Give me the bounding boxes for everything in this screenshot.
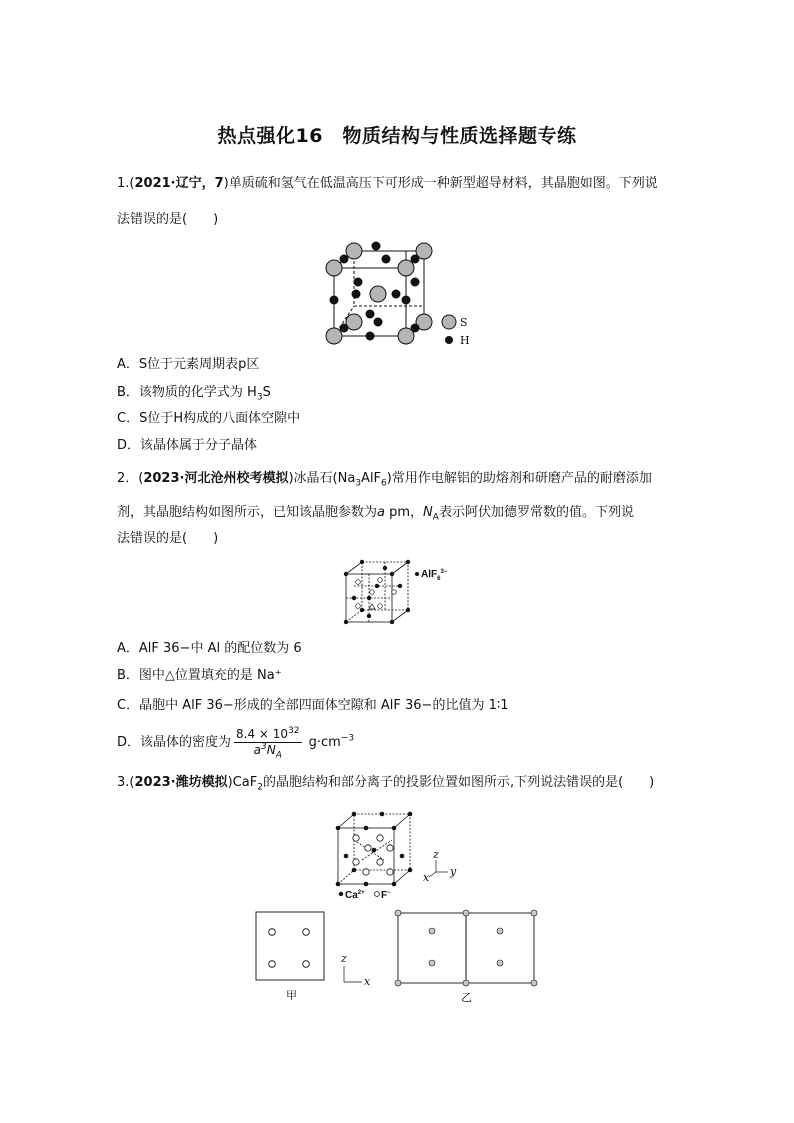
q2-crystal-cell-figure xyxy=(342,556,462,628)
q2-option-c: C．晶胞中 AlF 36−形成的全部四面体空隙和 AlF 36−的比值为 1∶1 xyxy=(117,698,509,713)
q1-option-d: D．该晶体属于分子晶体 xyxy=(117,438,258,453)
q1-legend-h: H xyxy=(460,334,470,347)
q1-stem-line2: 法错误的是( ) xyxy=(117,212,219,227)
q3-jia-axis-z: z xyxy=(341,952,347,965)
q3-projection-yi xyxy=(394,909,542,1005)
q2-option-b: B．图中△位置填充的是 Na⁺ xyxy=(117,668,282,683)
q2-stem-line3: 法错误的是( ) xyxy=(117,531,219,546)
q1-option-b: B．该物质的化学式为 $H_3S$ xyxy=(117,385,271,403)
q1-source: 2021·辽宁，7 xyxy=(134,176,224,191)
density-fraction: $\frac{8.4 \times 10^{32}}{a^3N_A}$ xyxy=(236,726,300,761)
q1-stem-line1: 1.(2021·辽宁，7)单质硫和氢气在低温高压下可形成一种新型超导材料，其晶胞如图。下列说 xyxy=(117,176,658,191)
q3-legend-ca: $Ca^{2+}$ xyxy=(345,890,365,901)
page-title: 热点强化16 物质结构与性质选择题专练 xyxy=(217,125,577,147)
q3-label-jia: 甲 xyxy=(286,989,297,1002)
q2-source: 2023·河北沧州校考模拟 xyxy=(143,471,289,486)
q3-stem: 3.(2023·潍坊模拟)CaF$_2$的晶胞结构和部分离子的投影位置如图所示,下列说法错误的是( ) xyxy=(117,775,655,793)
q3-axis3d-z: z xyxy=(433,848,439,861)
q1-option-a: A．S位于元素周期表p区 xyxy=(117,357,260,372)
q3-label-yi: 乙 xyxy=(461,991,472,1004)
q3-legend-f: F− xyxy=(381,890,391,901)
q3-axis3d-x: x xyxy=(423,871,430,884)
q1-option-c: C．S位于H构成的八面体空隙中 xyxy=(117,411,301,426)
q2-option-a: A．AlF 36−中 Al 的配位数为 6 xyxy=(117,641,302,656)
q2-stem-line1: 2．(2023·河北沧州校考模拟)冰晶石$(Na_3AlF_6)$常用作电解铝的助熔剂和研磨产品的耐磨添加 xyxy=(117,471,652,489)
q1-crystal-cell-figure xyxy=(318,238,488,350)
q3-axis3d-y: y xyxy=(450,865,457,878)
q3-source: 2023·潍坊模拟 xyxy=(134,775,228,790)
q2-stem-line2: 剂，其晶胞结构如图所示，已知该晶胞参数为a pm，$N_A$表示阿伏加德罗常数的值。下列说 xyxy=(117,505,634,523)
q3-projection-jia xyxy=(254,910,374,1004)
q2-option-d: D．该晶体的密度为 $\frac{8.4 \times 10^{32}}{a^3N_A}$ $g\cdot cm^{-3}$ xyxy=(117,726,355,761)
q3-jia-axis-x: x xyxy=(364,975,371,988)
q2-legend: AlF$_6^{3-}$ xyxy=(421,569,448,582)
q3-crystal-cell-figure xyxy=(332,810,462,902)
q1-legend-s: S xyxy=(460,316,468,329)
